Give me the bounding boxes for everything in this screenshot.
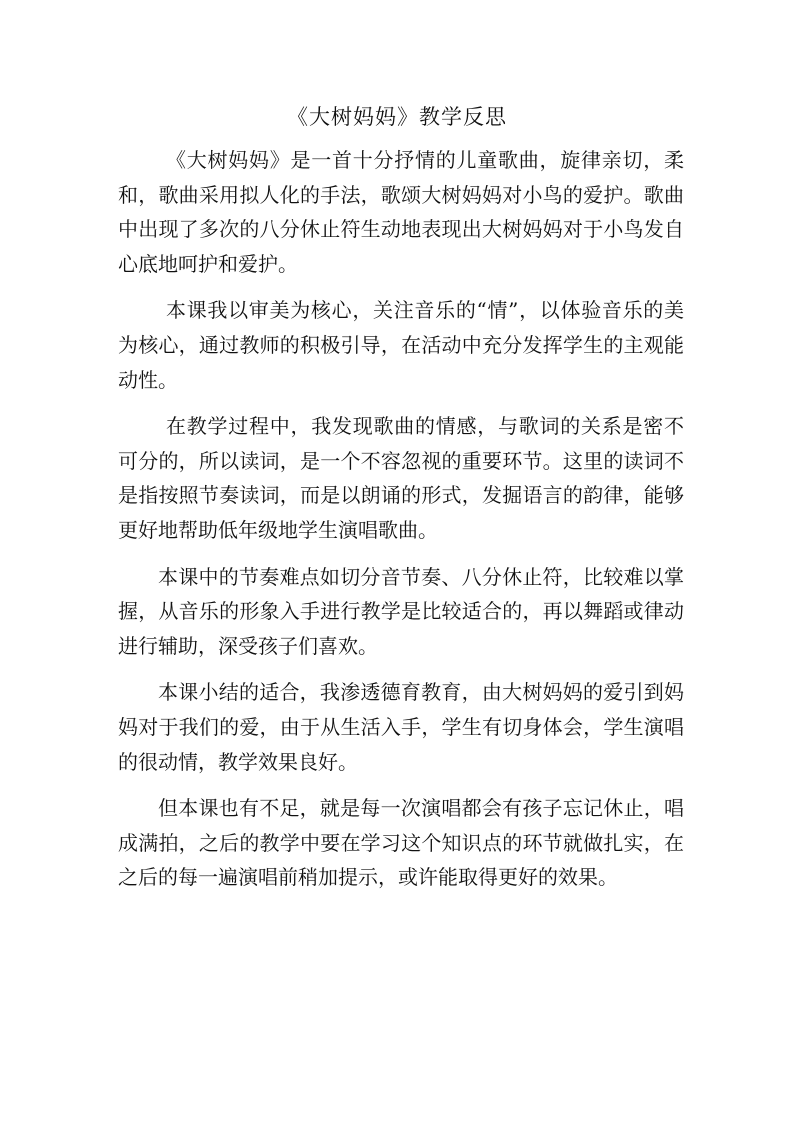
document-body	[118, 143, 684, 907]
paragraph-lyrics-reading: 在教学过程中，我发现歌曲的情感，与歌词的关系是密不可分的，所以读词，是一个不容忽视的重要环节。这里的读词不是指按照节奏读词，而是以朗诵的形式，发掘语言的韵律，能够更好地帮助低年级地学生演唱歌曲。	[118, 414, 684, 542]
paragraph-shortcomings: 但本课也有不足，就是每一次演唱都会有孩子忘记休止，唱成满拍，之后的教学中要在学习这个知识点的环节就做扎实，在之后的每一遍演唱前稍加提示，或许能取得更好的效果。	[118, 796, 684, 890]
paragraph-summary: 本课小结的适合，我渗透德育教育，由大树妈妈的爱引到妈妈对于我们的爱，由于从生活入手，学生有切身体会，学生演唱的很动情，教学效果良好。	[118, 680, 684, 774]
paragraph-rhythm-difficulty: 本课中的节奏难点如切分音节奏、八分休止符，比较难以掌握，从音乐的形象入手进行教学是比较适合的，再以舞蹈或律动进行辅助，深受孩子们喜欢。	[118, 564, 684, 658]
paragraph-aesthetic-core: 本课我以审美为核心，关注音乐的“情”，以体验音乐的美为核心，通过教师的积极引导，在活动中充分发挥学生的主观能动性。	[118, 298, 684, 392]
document-title: 《大树妈妈》教学反思	[287, 105, 507, 129]
paragraph-intro: 《大树妈妈》是一首十分抒情的儿童歌曲，旋律亲切，柔和，歌曲采用拟人化的手法，歌颂大树妈妈对小鸟的爱护。歌曲中出现了多次的八分休止符生动地表现出大树妈妈对于小鸟发自心底地呵护和爱护。	[118, 148, 684, 276]
